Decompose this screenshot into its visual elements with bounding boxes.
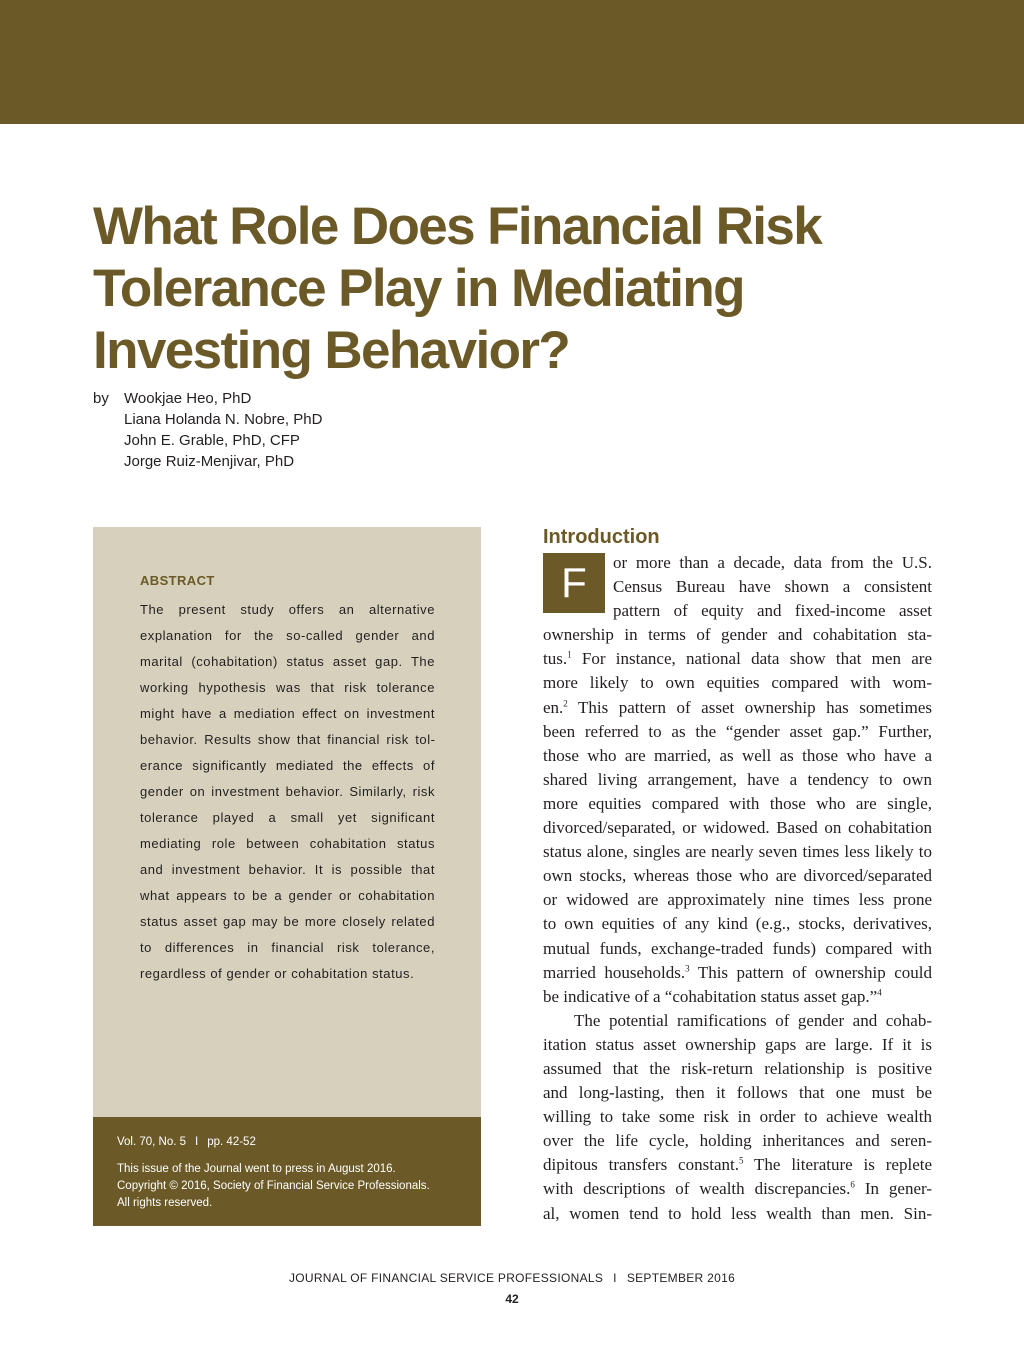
text-line: be indicative of a “cohabitation status asset gap.”$^4$ <box>543 986 882 1006</box>
issue-date: SEPTEMBER 2016 <box>626 1271 736 1285</box>
text-line: divorced/separated, or widowed. Based on cohabitation <box>543 818 932 838</box>
footnote-ref[interactable]: 5 <box>738 1155 744 1166</box>
footnote-ref[interactable]: 4 <box>877 987 882 998</box>
text-line: al, women tend to hold less wealth than men. Sin- <box>543 1203 932 1223</box>
text-line: those who are married, as well as those who have a <box>543 745 932 765</box>
text-line: en.$^2$ This pattern of asset ownership has sometimes <box>543 697 932 717</box>
text-line: more equities compared with those who are single, <box>543 793 932 813</box>
title-line: What Role Does Financial Risk <box>93 197 822 256</box>
separator: I <box>613 1271 617 1285</box>
text-line: own stocks, whereas those who are divorced/separated <box>543 866 932 886</box>
text-line: or widowed are approximately nine times less prone <box>543 890 932 910</box>
text-line: with descriptions of wealth discrepancies.$^6$ In gener- <box>543 1179 933 1199</box>
footnote-ref[interactable]: 2 <box>563 697 568 708</box>
copyright-line: Copyright © 2016, Society of Financial Service Professionals. <box>117 1180 430 1192</box>
header-band <box>0 0 1024 124</box>
footnote-ref[interactable]: 3 <box>685 962 690 973</box>
text-line: assumed that the risk-return relationship is positive <box>543 1058 932 1078</box>
journal-name: JOURNAL OF FINANCIAL SERVICE PROFESSIONALS <box>288 1271 604 1285</box>
separator: I <box>195 1136 199 1148</box>
text-line: tus.$^1$ For instance, national data show that men are <box>543 649 932 669</box>
text-line: mutual funds, exchange-traded funds) compared with <box>543 938 932 958</box>
abstract-box <box>93 527 481 1117</box>
text-line: more likely to own equities compared with wom- <box>543 673 932 693</box>
by-label: by <box>93 390 109 407</box>
text-line: shared living arrangement, have a tendency to own <box>543 769 932 789</box>
author: Liana Holanda N. Nobre, PhD <box>124 411 323 428</box>
text-line: pattern of equity and fixed-income asset <box>613 601 932 621</box>
section-heading: Introduction <box>543 526 660 548</box>
press-line: This issue of the Journal went to press in August 2016. <box>117 1163 396 1175</box>
footnote-ref[interactable]: 1 <box>567 649 572 660</box>
text-line: and long-lasting, then it follows that one must be <box>543 1083 932 1103</box>
author-list <box>124 388 322 472</box>
abstract-text: The present study offers an alternative explanation for the so-called gender and marital (cohabitation) status asset gap. The working hypothesis was that risk tolerance might have a mediation effect on investment behavior. Results show that financial risk tolerance significantly mediated the effects of gender on investment behavior. Similarly, risk tolerance played a small yet significant mediating role between cohabitation status and investment behavior. It is possible that what appears to be a gender or cohabitation status asset gap may be more closely related to differences in financial risk tolerance, regardless of gender or cohabitation status. <box>140 602 435 981</box>
press-note <box>117 1161 472 1212</box>
volume-line <box>117 1136 256 1148</box>
text-line: status alone, singles are nearly seven times less likely to <box>543 842 932 862</box>
text-line: married households.$^3$ This pattern of ownership could <box>543 962 933 982</box>
footnote-ref[interactable]: 6 <box>850 1179 855 1190</box>
author: Wookjae Heo, PhD <box>124 390 252 407</box>
abstract-heading: ABSTRACT <box>140 573 215 588</box>
page-number: 42 <box>505 1292 519 1306</box>
author: Jorge Ruiz-Menjivar, PhD <box>124 453 295 470</box>
author: John E. Grable, PhD, CFP <box>124 432 300 449</box>
text-line: been referred to as the “gender asset gap.” Further, <box>543 721 932 741</box>
volume: Vol. 70, No. 5 <box>117 1136 187 1148</box>
title-line: Tolerance Play in Mediating <box>93 259 744 318</box>
text-line: dipitous transfers constant.$^5$ The literature is replete <box>543 1155 933 1175</box>
drop-cap: F <box>543 553 605 613</box>
pages: pp. 42-52 <box>207 1136 256 1148</box>
text-line: over the life cycle, holding inheritances and seren- <box>543 1131 932 1151</box>
text-line: or more than a decade, data from the U.S. <box>613 553 932 572</box>
byline <box>93 388 322 472</box>
page-footer <box>0 1271 1024 1285</box>
text-line: Census Bureau have shown a consistent <box>613 577 932 597</box>
text-line: ownership in terms of gender and cohabitation sta- <box>543 625 932 645</box>
issue-info-box <box>93 1117 481 1226</box>
text-line: itation status asset ownership gaps are large. If it is <box>543 1034 932 1054</box>
article-title <box>93 196 933 382</box>
introduction-body <box>543 551 932 1226</box>
text-line: to own equities of any kind (e.g., stocks, derivatives, <box>543 914 932 934</box>
text-line: willing to take some risk in order to achieve wealth <box>543 1107 932 1127</box>
title-line: Investing Behavior? <box>93 321 570 380</box>
text-line: The potential ramifications of gender and cohab- <box>574 1010 932 1030</box>
rights-line: All rights reserved. <box>117 1197 213 1209</box>
